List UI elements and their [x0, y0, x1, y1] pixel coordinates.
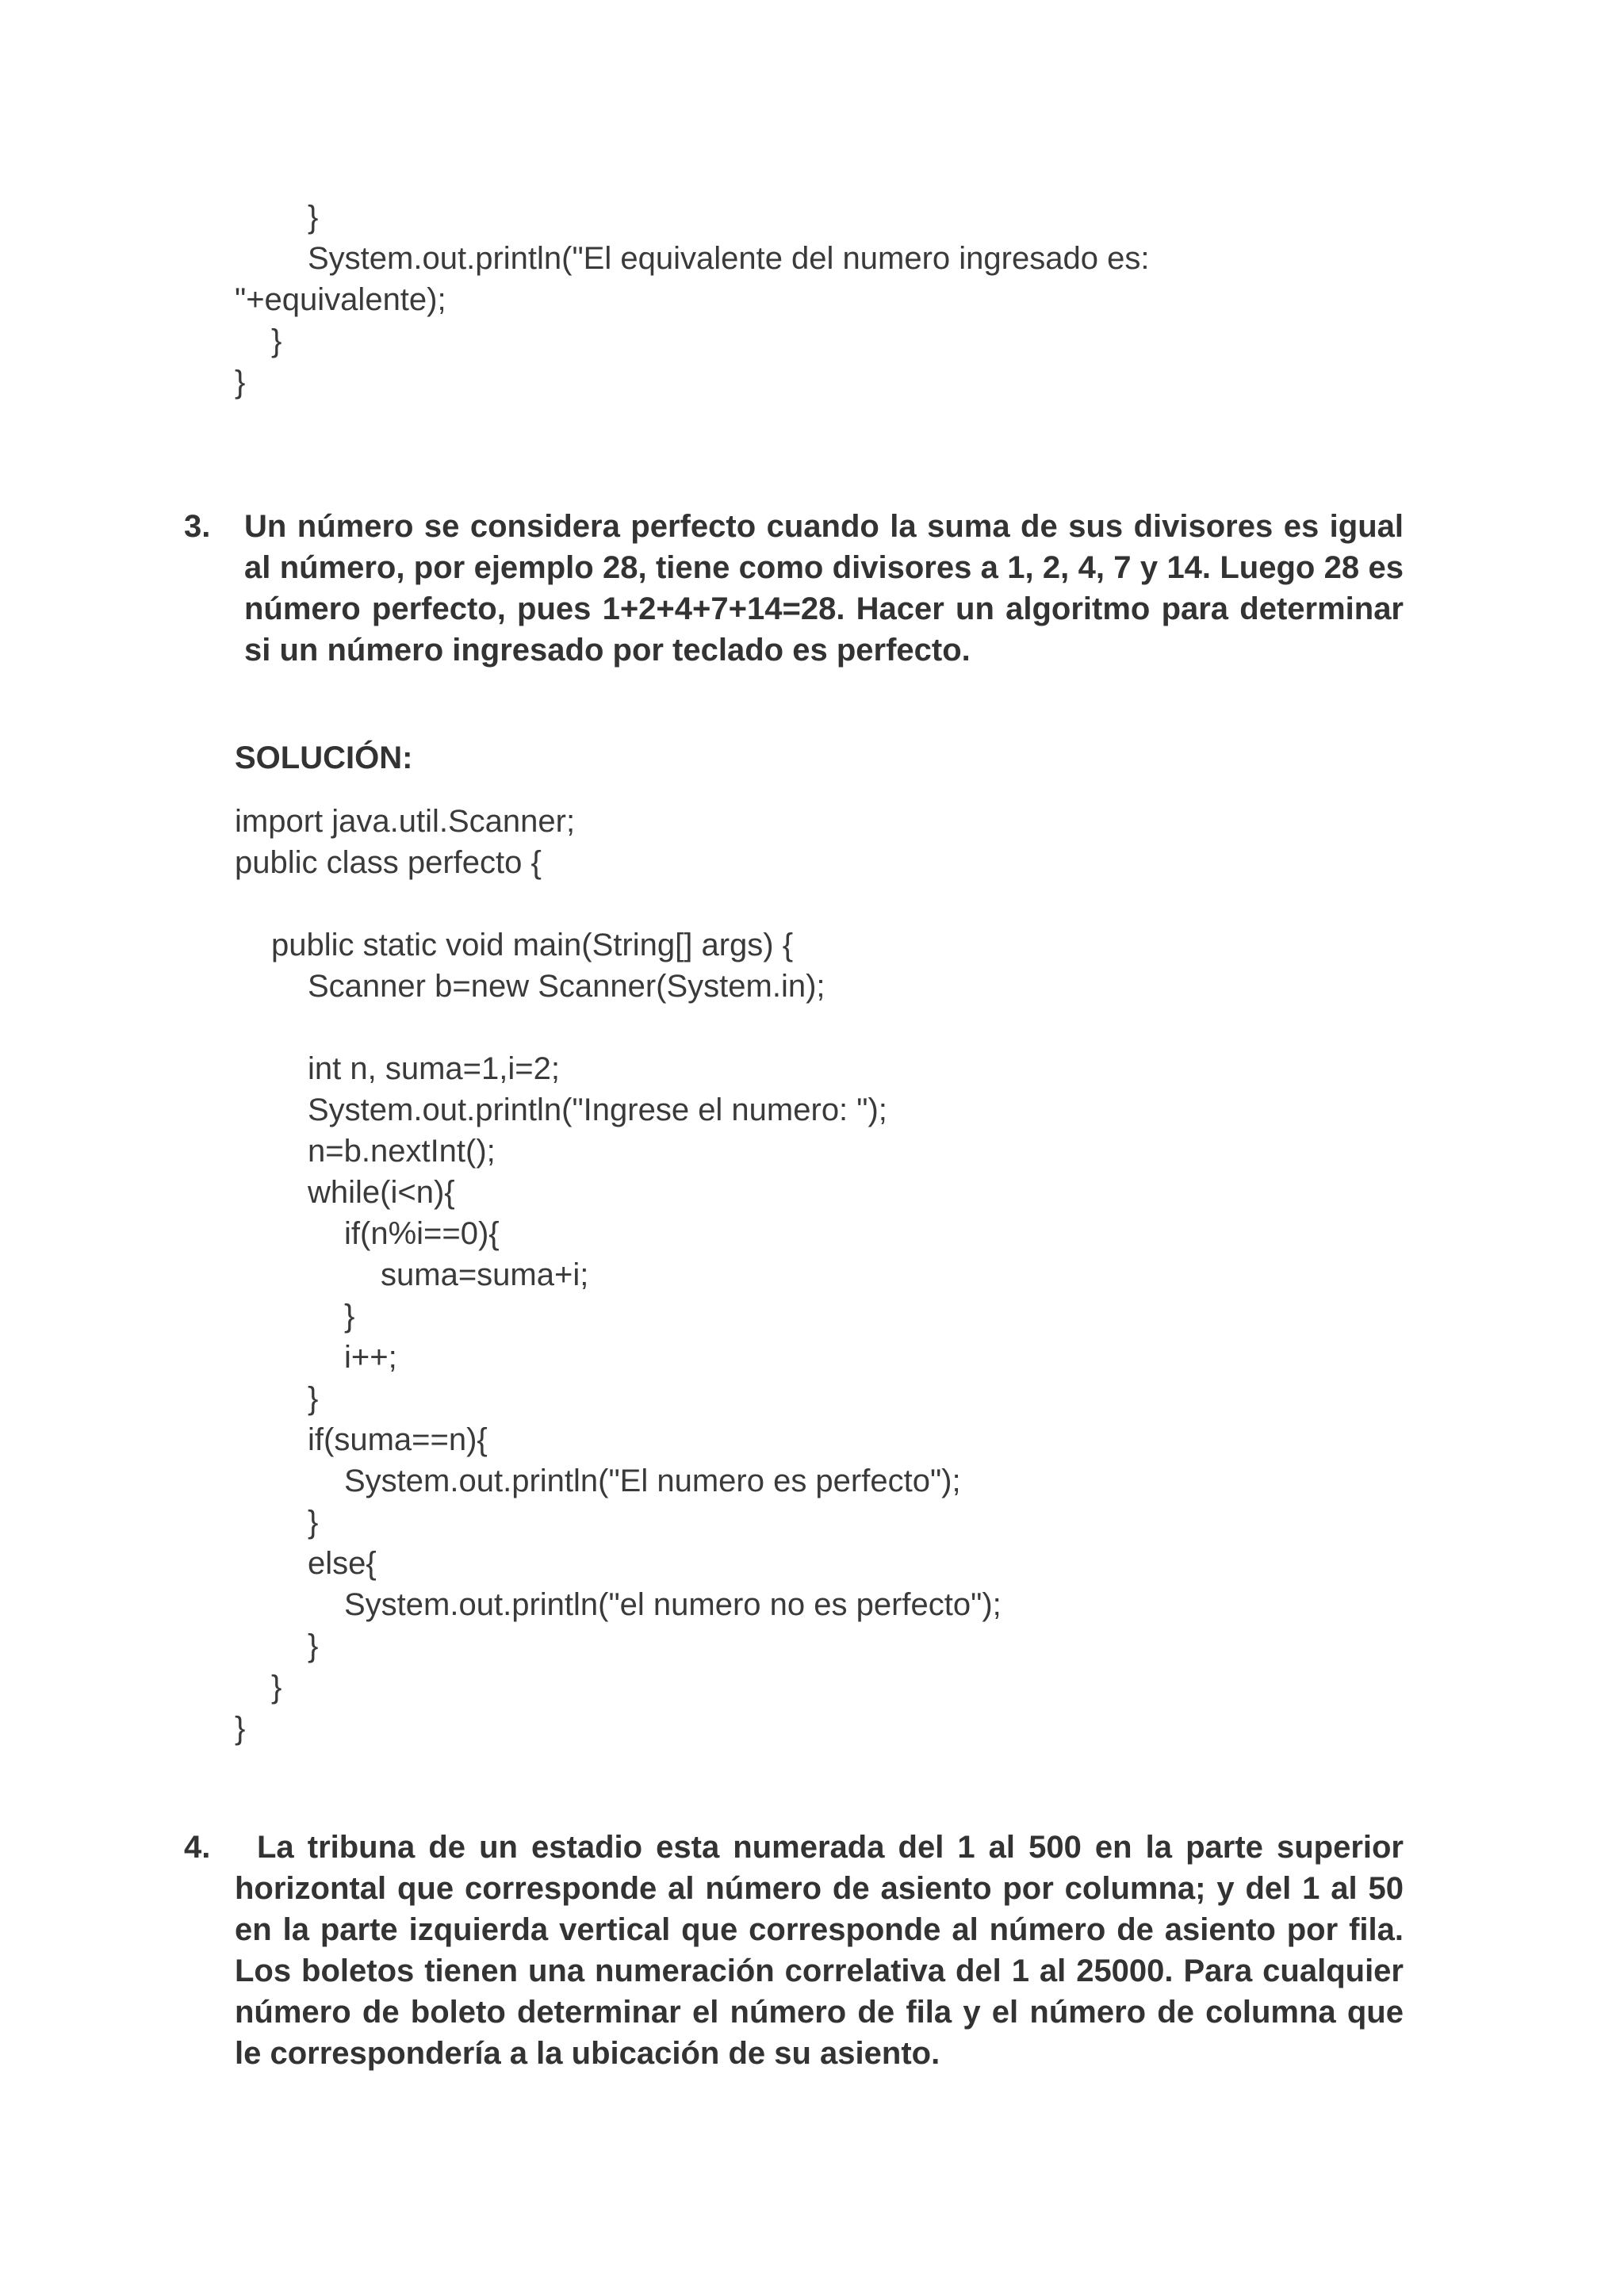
code-line: }: [271, 1670, 282, 1705]
code-line: System.out.println("El numero es perfecto");: [344, 1464, 961, 1498]
code-line: i++;: [344, 1340, 397, 1375]
code-line: }: [344, 1299, 355, 1334]
code-line: import java.util.Scanner;: [235, 804, 576, 839]
code-line: while(i<n){: [308, 1175, 455, 1210]
code-line: }: [271, 323, 282, 358]
code-line: }: [308, 1628, 319, 1663]
code-line: public class perfecto {: [235, 845, 542, 880]
code-line: if(n%i==0){: [344, 1216, 500, 1251]
code-line: }: [235, 1711, 246, 1746]
code-line: suma=suma+i;: [381, 1257, 589, 1292]
code-line: if(suma==n){: [308, 1422, 488, 1457]
code-line: "+equivalente);: [235, 282, 446, 317]
problem-number: 3.: [184, 509, 211, 544]
code-line: }: [308, 1505, 319, 1540]
code-line: }: [308, 200, 319, 235]
code-line: }: [308, 1381, 319, 1416]
solution-label: SOLUCIÓN:: [235, 740, 413, 775]
code-line: else{: [308, 1546, 377, 1581]
code-line: System.out.println("El equivalente del numero ingresado es:: [308, 241, 1150, 276]
problem-number: 4.: [184, 1830, 211, 1865]
code-line: int n, suma=1,i=2;: [308, 1051, 560, 1086]
problem-3: [184, 506, 1404, 715]
code-line: n=b.nextInt();: [308, 1134, 496, 1169]
code-line: }: [235, 365, 246, 400]
problem-statement: Un número se considera perfecto cuando la suma de sus divisores es igual al número, por ejemplo 28, tiene como divisores a 1, 2, 4, 7 y 14. Luego 28 es número perfecto, pues 1+2+4+7+14=28. Hacer un algoritmo para determinar si un número ingresado por teclado es perfecto.: [244, 509, 1404, 668]
problem-4: [184, 1827, 1404, 2120]
problem-statement: La tribuna de un estadio esta numerada del 1 al 500 en la parte superior horizontal que corresponde al número de asiento por columna; y del 1 al 50 en la parte izquierda vertical que corresponde al número de asiento por fila. Los boletos tienen una numeración correlativa del 1 al 25000. Para cualquier número de boleto determinar el número de fila y el número de columna que le correspondería a la ubicación de su asiento.: [235, 1830, 1404, 2071]
code-line: Scanner b=new Scanner(System.in);: [308, 969, 825, 1004]
code-line: public static void main(String[] args) {: [271, 928, 794, 962]
code-line: System.out.println("Ingrese el numero: ");: [308, 1093, 887, 1127]
code-line: System.out.println("el numero no es perfecto");: [344, 1587, 1002, 1622]
